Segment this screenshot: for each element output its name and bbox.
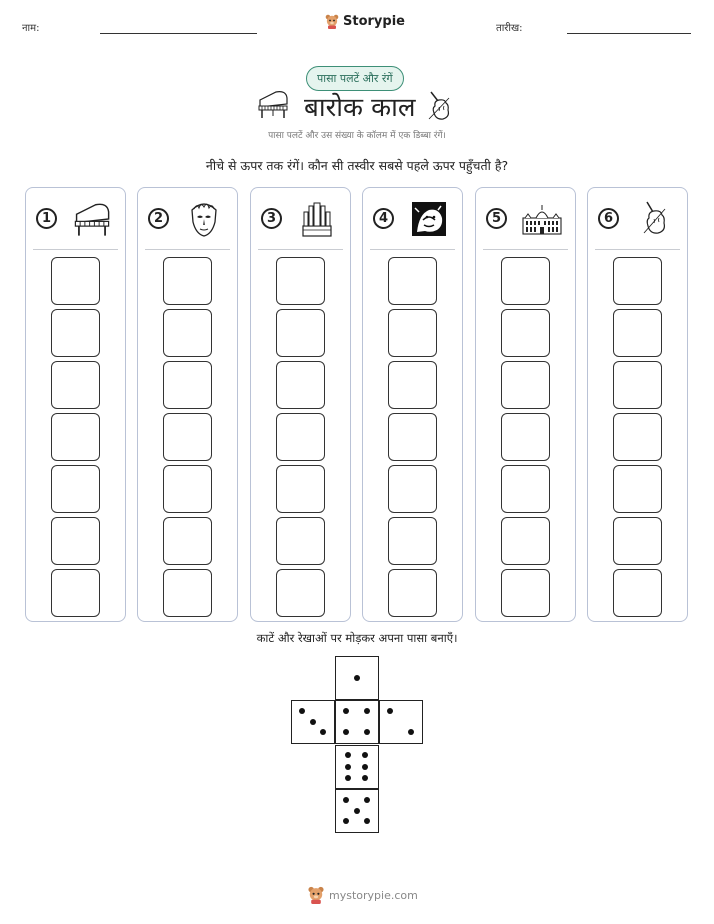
dice-pip: [310, 719, 316, 725]
page-title: बारोक काल: [304, 93, 416, 123]
color-box[interactable]: [276, 465, 325, 513]
column-divider: [258, 249, 343, 250]
dice-pip: [364, 729, 370, 735]
color-box[interactable]: [501, 465, 550, 513]
color-box[interactable]: [501, 413, 550, 461]
mask-icon: [182, 200, 226, 238]
dice-pip: [345, 764, 351, 770]
color-box[interactable]: [51, 361, 100, 409]
column-number: 1: [36, 208, 57, 229]
color-box[interactable]: [613, 517, 662, 565]
column-number: 2: [148, 208, 169, 229]
violin-icon: [632, 200, 676, 238]
color-box[interactable]: [163, 569, 212, 617]
column-1: [25, 187, 126, 622]
pipe-organ-icon: [295, 200, 339, 238]
column-number: 4: [373, 208, 394, 229]
piano-icon: [70, 200, 114, 238]
dice-pip: [362, 752, 368, 758]
column-header: [363, 198, 462, 242]
column-header: [251, 198, 350, 242]
dice-pip: [343, 708, 349, 714]
color-box[interactable]: [163, 361, 212, 409]
violin-icon: [426, 90, 452, 124]
dice-face-3: [291, 700, 335, 744]
color-box[interactable]: [276, 413, 325, 461]
color-box[interactable]: [501, 257, 550, 305]
footer-url[interactable]: mystorypie.com: [329, 888, 418, 902]
date-line[interactable]: [567, 33, 691, 34]
dice-face-6: [335, 745, 379, 789]
dice-face-5: [335, 789, 379, 833]
bear-mascot-icon: [307, 886, 325, 904]
brand-name: Storypie: [343, 14, 405, 29]
column-header: [588, 198, 687, 242]
column-2: [137, 187, 238, 622]
dice-pip: [354, 675, 360, 681]
brand-logo: [325, 14, 405, 29]
piano-icon: [256, 88, 290, 120]
color-box[interactable]: [613, 309, 662, 357]
column-header: [138, 198, 237, 242]
column-divider: [145, 249, 230, 250]
column-header: [476, 198, 575, 242]
dice-pip: [345, 752, 351, 758]
color-box[interactable]: [388, 569, 437, 617]
color-box[interactable]: [51, 569, 100, 617]
color-box[interactable]: [501, 517, 550, 565]
dice-pip: [408, 729, 414, 735]
dice-pip: [387, 708, 393, 714]
bear-mascot-icon: [325, 14, 339, 29]
dice-pip: [320, 729, 326, 735]
color-box[interactable]: [388, 309, 437, 357]
instruction-text: नीचे से ऊपर तक रंगें। कौन सी तस्वीर सबसे पहले ऊपर पहुँचती है?: [205, 158, 509, 173]
column-number: 3: [261, 208, 282, 229]
name-label: नाम:: [22, 23, 40, 34]
cut-instruction: काटें और रेखाओं पर मोड़कर अपना पासा बनाएँ।: [256, 631, 458, 645]
column-number: 5: [486, 208, 507, 229]
color-box[interactable]: [163, 465, 212, 513]
column-divider: [483, 249, 568, 250]
color-box[interactable]: [163, 257, 212, 305]
color-box[interactable]: [51, 517, 100, 565]
column-number: 6: [598, 208, 619, 229]
color-box[interactable]: [51, 309, 100, 357]
color-box[interactable]: [163, 517, 212, 565]
dice-face-4: [335, 700, 379, 744]
dice-pip: [345, 775, 351, 781]
dice-pip: [354, 808, 360, 814]
dice-pip: [343, 729, 349, 735]
column-6: [587, 187, 688, 622]
column-4: [362, 187, 463, 622]
color-box[interactable]: [276, 569, 325, 617]
column-header: [26, 198, 125, 242]
color-box[interactable]: [388, 413, 437, 461]
dice-pip: [362, 764, 368, 770]
date-label: तारीख:: [496, 23, 523, 34]
color-box[interactable]: [613, 413, 662, 461]
color-box[interactable]: [501, 309, 550, 357]
color-box[interactable]: [613, 465, 662, 513]
color-box[interactable]: [613, 361, 662, 409]
dice-pip: [362, 775, 368, 781]
dice-pip: [343, 818, 349, 824]
color-box[interactable]: [388, 517, 437, 565]
color-box[interactable]: [51, 413, 100, 461]
color-box[interactable]: [388, 361, 437, 409]
subtitle: पासा पलटें और उस संख्या के कॉलम में एक डिब्बा रंगें।: [268, 131, 446, 141]
color-box[interactable]: [276, 257, 325, 305]
column-divider: [595, 249, 680, 250]
color-box[interactable]: [276, 361, 325, 409]
activity-badge: पासा पलटें और रंगें: [306, 66, 404, 91]
column-divider: [33, 249, 118, 250]
footer: [307, 886, 418, 904]
color-box[interactable]: [613, 569, 662, 617]
color-box[interactable]: [388, 465, 437, 513]
dice-pip: [364, 797, 370, 803]
color-box[interactable]: [51, 257, 100, 305]
color-box[interactable]: [501, 569, 550, 617]
color-box[interactable]: [51, 465, 100, 513]
color-box[interactable]: [388, 257, 437, 305]
dice-pip: [299, 708, 305, 714]
dice-pip: [364, 818, 370, 824]
dice-pip: [364, 708, 370, 714]
color-box[interactable]: [163, 309, 212, 357]
palace-icon: [520, 200, 564, 238]
lion-icon: [407, 200, 451, 238]
dice-pip: [343, 797, 349, 803]
column-5: [475, 187, 576, 622]
color-box[interactable]: [163, 413, 212, 461]
name-line[interactable]: [100, 33, 257, 34]
color-box[interactable]: [613, 257, 662, 305]
color-box[interactable]: [276, 309, 325, 357]
dice-face-2: [379, 700, 423, 744]
column-divider: [370, 249, 455, 250]
color-box[interactable]: [276, 517, 325, 565]
column-3: [250, 187, 351, 622]
color-box[interactable]: [501, 361, 550, 409]
dice-face-1: [335, 656, 379, 700]
